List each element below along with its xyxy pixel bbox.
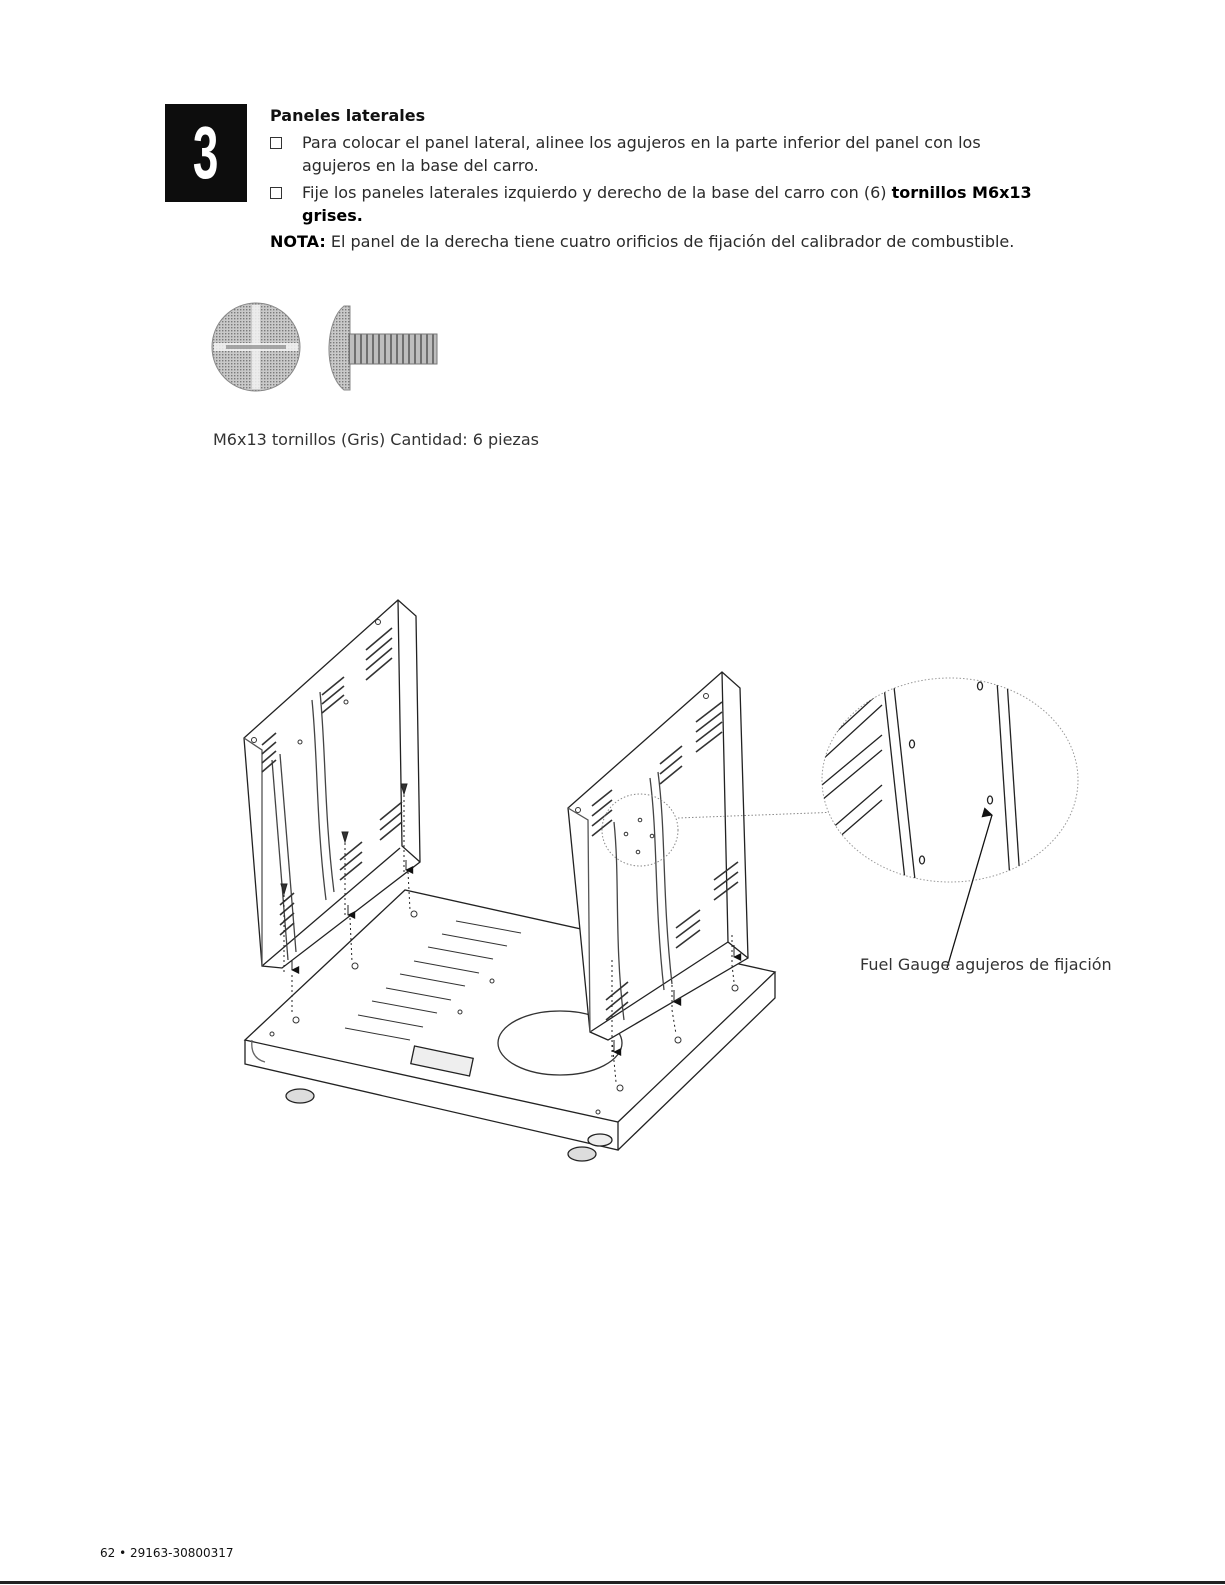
- instruction-text: Para colocar el panel lateral, alinee los agujeros en la parte inferior del panel con los agujeros en la base del carro.: [302, 133, 981, 175]
- note-text: El panel de la derecha tiene cuatro orificios de fijación del calibrador de combustible.: [325, 232, 1015, 251]
- instruction-text-plain: Fije los paneles laterales izquierdo y derecho de la base del carro con (6): [302, 183, 892, 202]
- page-footer: 62 • 29163-30800317: [100, 1546, 234, 1560]
- step-number: 3: [193, 111, 219, 194]
- bottom-rule: [0, 1581, 1225, 1584]
- section-title: Paneles laterales: [270, 106, 426, 125]
- fuel-gauge-callout: Fuel Gauge agujeros de fijación: [860, 955, 1112, 974]
- screw-head-icon: [212, 303, 300, 391]
- note-label: NOTA:: [270, 232, 326, 251]
- hardware-caption: M6x13 tornillos (Gris) Cantidad: 6 piezas: [213, 430, 539, 449]
- instruction-text-bold: tornillos M6x13 grises.: [302, 183, 1032, 225]
- screw-side-icon: [329, 306, 437, 390]
